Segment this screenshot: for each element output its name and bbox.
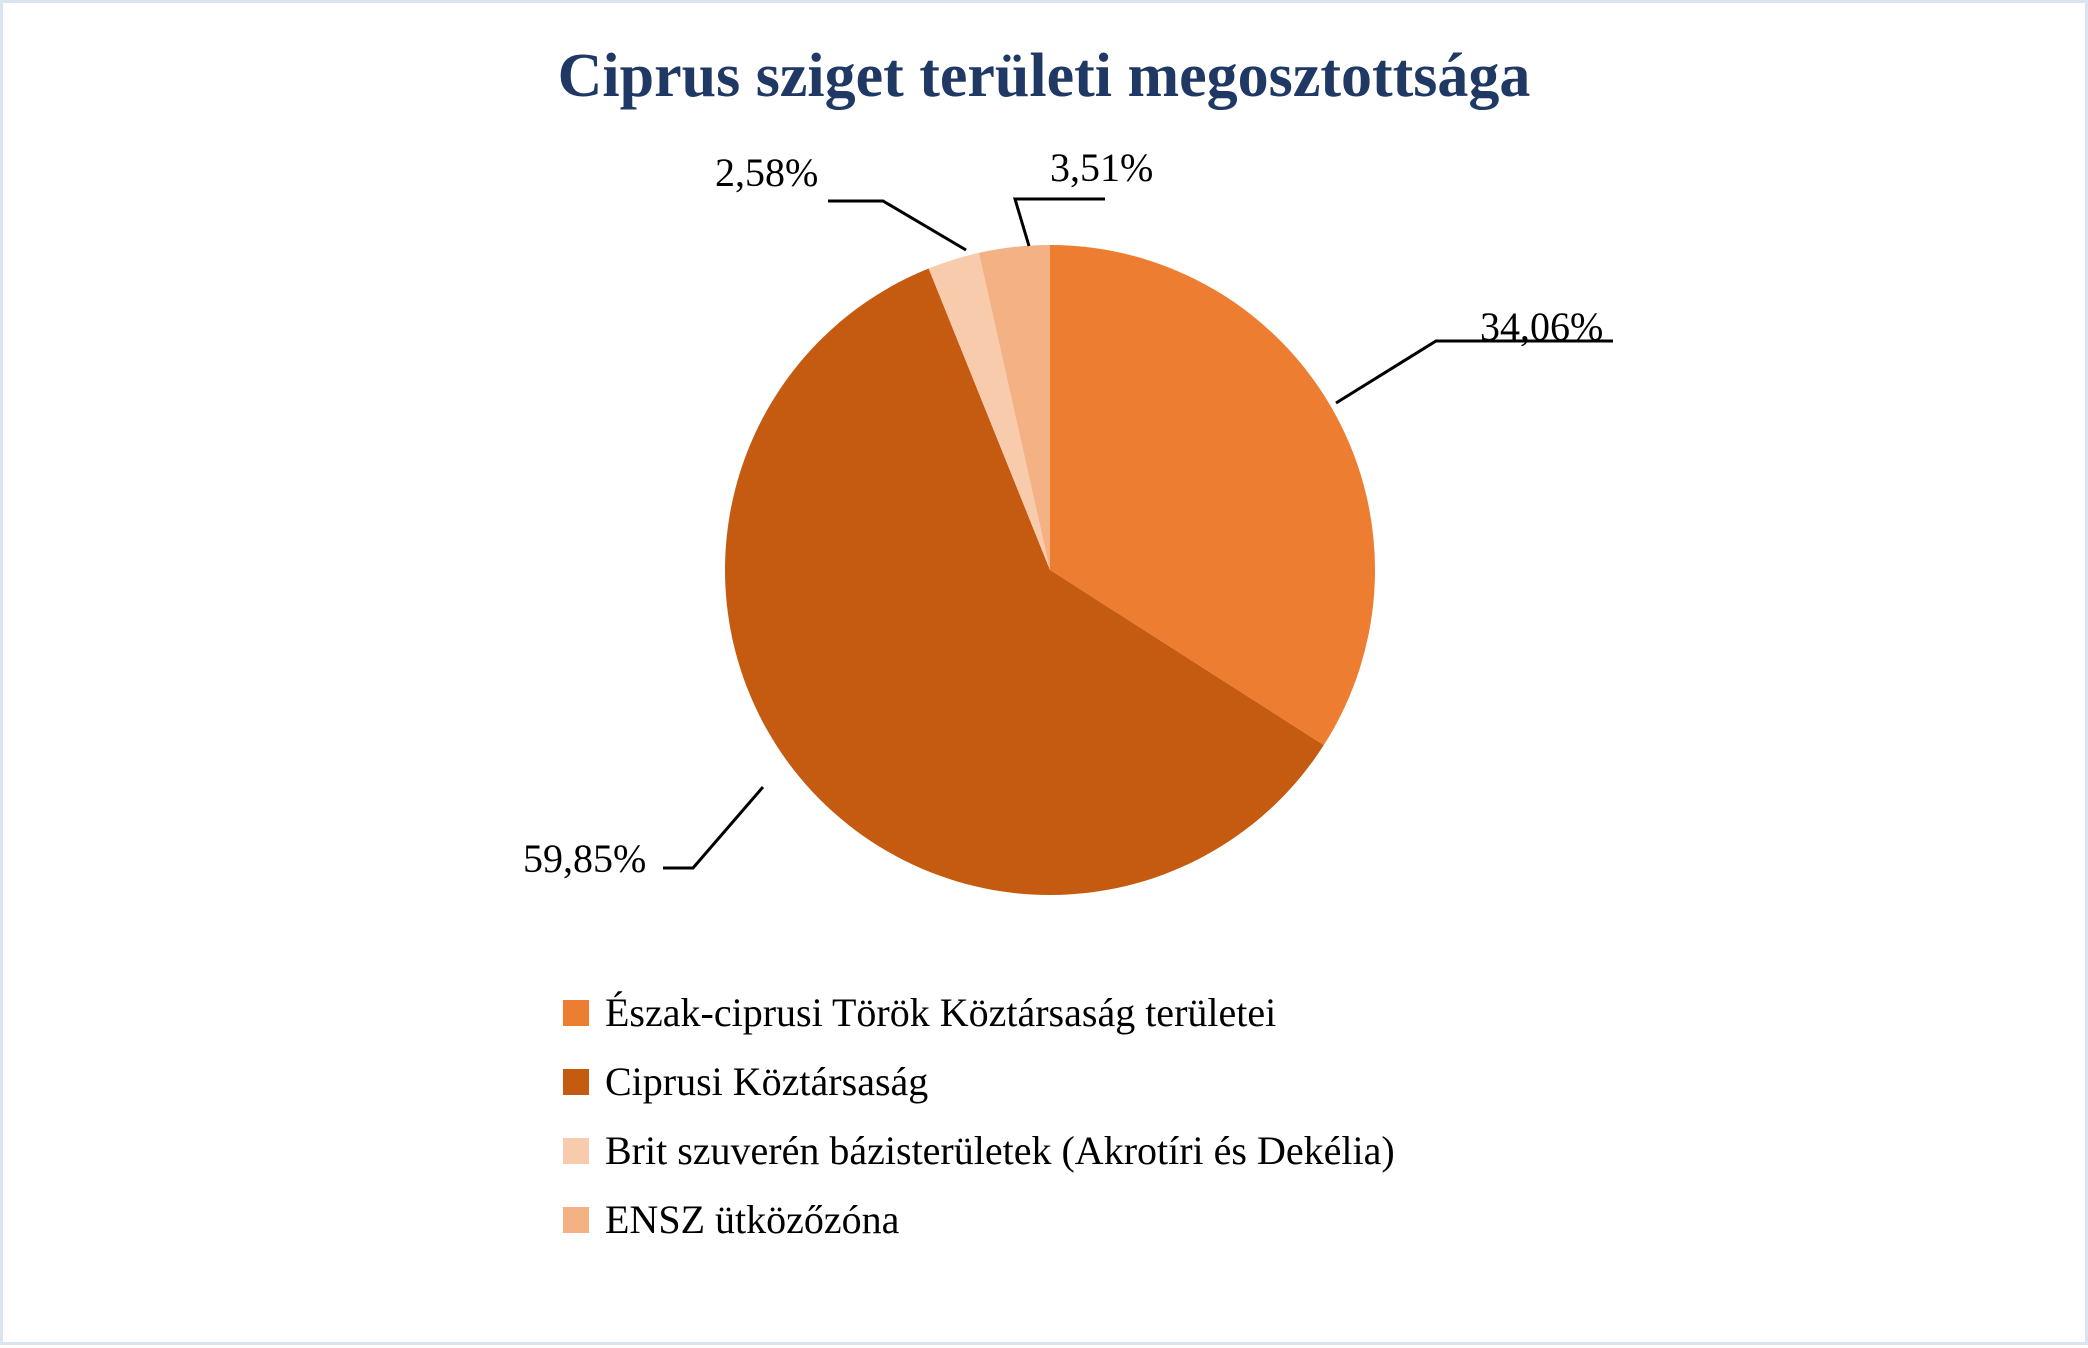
legend-swatch-icon [563,1207,589,1233]
legend-swatch-icon [563,1138,589,1164]
leader-line-north-cyprus [1336,341,1613,403]
data-label-british-bases: 2,58% [715,150,819,195]
legend-label: Brit szuverén bázisterületek (Akrotíri és Dekélia) [605,1127,1395,1173]
data-label-un-buffer-zone: 3,51% [1050,145,1154,190]
leader-line-cyprus-republic [663,787,763,868]
leader-line-un-buffer-zone [1015,199,1105,246]
legend-swatch-icon [563,1000,589,1026]
legend-item-cyprus-republic[interactable] [563,1047,1763,1116]
legend-item-north-cyprus[interactable] [563,978,1763,1047]
pie-slice-british-bases[interactable] [929,253,1050,570]
pie-slice-north-cyprus[interactable] [1050,245,1375,745]
legend-swatch-icon [563,1069,589,1095]
data-label-north-cyprus: 34,06% [1480,304,1604,349]
chart-title: Ciprus sziget területi megosztottsága [557,42,1531,110]
legend-label: Ciprusi Köztársaság [605,1058,929,1104]
data-label-cyprus-republic: 59,85% [523,836,647,881]
legend-item-british-bases[interactable] [563,1116,1763,1185]
legend-label: Észak-ciprusi Török Köztársaság területei [605,989,1277,1035]
legend-item-un-buffer-zone[interactable] [563,1185,1763,1254]
pie-slice-un-buffer-zone[interactable] [979,245,1050,570]
chart-legend [563,978,1763,1254]
legend-label: ENSZ ütközőzóna [605,1196,900,1242]
pie-slice-cyprus-republic[interactable] [725,269,1324,895]
leader-line-british-bases [828,201,966,250]
